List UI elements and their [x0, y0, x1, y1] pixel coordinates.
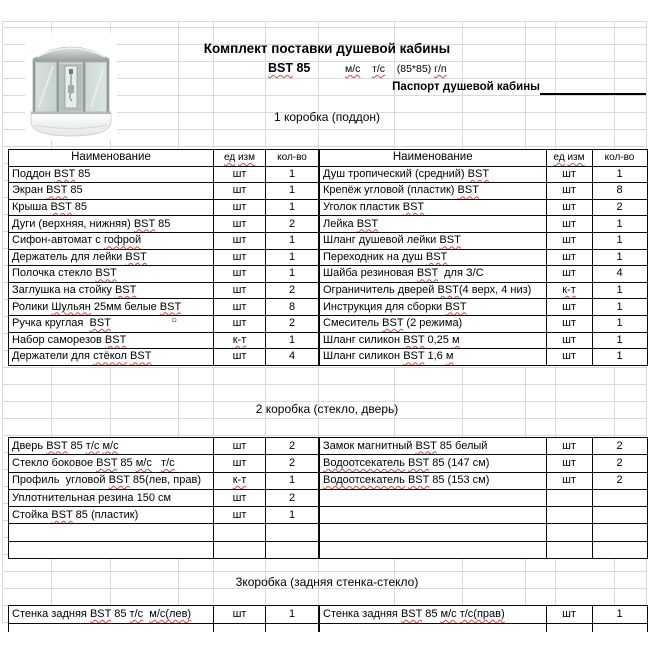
qty-cell[interactable]: 1: [592, 249, 647, 266]
qty-cell[interactable]: 1: [592, 315, 647, 332]
table-row: [9, 166, 319, 183]
table-header-row: [319, 150, 647, 167]
unit-cell[interactable]: к-т: [546, 282, 592, 299]
unit-cell[interactable]: шт: [214, 438, 266, 455]
qty-cell[interactable]: 8: [266, 299, 319, 316]
item-name-cell[interactable]: Заглушка на стойку BST: [9, 282, 214, 299]
unit-cell[interactable]: шт: [546, 199, 592, 216]
item-name-cell[interactable]: Сифон-автомат с гофрой: [9, 232, 214, 249]
column-header-unit[interactable]: ед изм: [546, 150, 592, 167]
table-row: [9, 332, 319, 349]
item-name-cell[interactable]: Экран BST 85: [9, 183, 214, 200]
empty-cell[interactable]: [214, 624, 266, 633]
empty-cell[interactable]: [266, 624, 319, 633]
unit-cell[interactable]: шт: [214, 282, 266, 299]
section-title-box3: 3коробка (задняя стенка-стекло): [235, 575, 419, 589]
item-name-cell[interactable]: Ручка круглая BST: [9, 315, 214, 332]
item-name-cell[interactable]: Водоотсекатель BST 85 (153 см): [319, 472, 546, 489]
table-row: [9, 315, 319, 332]
table-row: [9, 232, 319, 249]
empty-cell[interactable]: [546, 624, 592, 633]
item-name-cell[interactable]: Стенка задняя BST 85 т/с м/с(лев): [9, 606, 214, 624]
qty-cell[interactable]: 1: [266, 183, 319, 200]
table-row: [319, 216, 647, 233]
table-row: [9, 299, 319, 316]
unit-cell[interactable]: шт: [546, 438, 592, 455]
qty-cell[interactable]: 1: [266, 249, 319, 266]
section-title-box2: 2 коробка (стекло, дверь): [255, 402, 399, 416]
table-row: [319, 524, 647, 541]
item-name-cell[interactable]: [319, 507, 546, 524]
qty-cell[interactable]: 2: [266, 315, 319, 332]
item-name-cell[interactable]: [319, 541, 546, 558]
column-header-qty[interactable]: кол-во: [266, 150, 319, 167]
document-title: Комплект поставки душевой кабины: [203, 41, 451, 56]
table-row: [9, 216, 319, 233]
qty-cell[interactable]: 2: [592, 455, 647, 472]
qty-cell[interactable]: 2: [592, 438, 647, 455]
qty-cell[interactable]: 4: [592, 266, 647, 283]
item-name-cell[interactable]: Дуги (верхняя, нижняя) BST 85: [9, 216, 214, 233]
box3-table-clip: [0, 605, 650, 632]
table-row: [319, 606, 647, 624]
item-name-cell[interactable]: Держатель для лейки BST: [9, 249, 214, 266]
item-name-cell[interactable]: [9, 524, 214, 541]
unit-cell[interactable]: [546, 489, 592, 506]
table-row: [319, 624, 647, 633]
unit-cell[interactable]: шт: [546, 216, 592, 233]
qty-cell[interactable]: [266, 541, 319, 558]
item-name-cell[interactable]: Стекло боковое BST 85 м/с т/с: [9, 455, 214, 472]
box3-left-table: [8, 605, 319, 632]
unit-cell[interactable]: шт: [214, 183, 266, 200]
qty-cell[interactable]: 2: [266, 282, 319, 299]
table-row: [9, 249, 319, 266]
table-row: [319, 489, 647, 506]
qty-cell[interactable]: 1: [592, 299, 647, 316]
qty-cell[interactable]: 1: [266, 199, 319, 216]
unit-cell[interactable]: шт: [546, 183, 592, 200]
qty-cell[interactable]: 2: [266, 216, 319, 233]
qty-cell[interactable]: 1: [592, 332, 647, 349]
box1-left-table: [8, 149, 319, 366]
qty-cell[interactable]: 4: [266, 349, 319, 366]
table-row: [319, 349, 647, 366]
table-header-row: [9, 150, 319, 167]
qty-cell[interactable]: [592, 489, 647, 506]
table-row: [9, 266, 319, 283]
column-header-unit[interactable]: ед изм: [214, 150, 266, 167]
unit-cell[interactable]: шт: [546, 232, 592, 249]
column-header-qty[interactable]: кол-во: [592, 150, 647, 167]
qty-cell[interactable]: 1: [592, 216, 647, 233]
unit-cell[interactable]: [546, 524, 592, 541]
qty-cell[interactable]: 1: [592, 606, 647, 624]
qty-cell[interactable]: [592, 524, 647, 541]
table-row: [319, 199, 647, 216]
unit-cell[interactable]: шт: [214, 166, 266, 183]
model-spec: м/с т/с (85*85) г/п: [345, 63, 447, 75]
item-name-cell[interactable]: Ограничитель дверей BST(4 верх, 4 низ): [319, 282, 546, 299]
unit-cell[interactable]: шт: [546, 455, 592, 472]
unit-cell[interactable]: шт: [214, 606, 266, 624]
unit-cell[interactable]: шт: [546, 332, 592, 349]
table-row: [9, 438, 319, 455]
box2-left-table: [8, 437, 319, 559]
item-name-cell[interactable]: Шланг силикон BST 1,6 м: [319, 349, 546, 366]
item-name-cell[interactable]: Поддон BST 85: [9, 166, 214, 183]
item-name-cell[interactable]: [9, 541, 214, 558]
item-name-cell[interactable]: Шланг душевой лейки BST: [319, 232, 546, 249]
qty-cell[interactable]: 2: [266, 455, 319, 472]
table-row: [319, 266, 647, 283]
table-row: [319, 183, 647, 200]
unit-cell[interactable]: шт: [214, 455, 266, 472]
unit-cell[interactable]: шт: [214, 489, 266, 506]
empty-cell[interactable]: [319, 624, 546, 633]
table-row: [9, 472, 319, 489]
item-name-cell[interactable]: Уплотнительная резина 150 см: [9, 489, 214, 506]
item-name-cell[interactable]: Переходник на душ BST: [319, 249, 546, 266]
table-row: [319, 315, 647, 332]
section-title-box1: 1 коробка (поддон): [273, 110, 380, 124]
table-row: [9, 606, 319, 624]
item-name-cell[interactable]: Замок магнитный BST 85 белый: [319, 438, 546, 455]
item-name-cell[interactable]: Набор саморезов BST: [9, 332, 214, 349]
qty-cell[interactable]: 1: [266, 232, 319, 249]
table-row: [319, 455, 647, 472]
table-row: [9, 624, 319, 633]
model-line: [0, 61, 650, 79]
item-name-cell[interactable]: Инструкция для сборки BST: [319, 299, 546, 316]
unit-cell[interactable]: к-т: [214, 332, 266, 349]
passport-label: Паспорт душевой кабины: [392, 81, 540, 93]
item-name-cell[interactable]: Дверь BST 85 т/с м/с: [9, 438, 214, 455]
unit-cell[interactable]: шт: [214, 249, 266, 266]
qty-cell[interactable]: 8: [592, 183, 647, 200]
table-row: [319, 299, 647, 316]
table-row: [319, 232, 647, 249]
table-row: [319, 472, 647, 489]
qty-cell[interactable]: [592, 507, 647, 524]
unit-cell[interactable]: шт: [214, 232, 266, 249]
table-row: [319, 332, 647, 349]
box2-right-table: [318, 437, 648, 559]
item-name-cell[interactable]: Профиль угловой BST 85(лев, прав): [9, 472, 214, 489]
item-name-cell[interactable]: Ролики Шульян 25мм белые BST: [9, 299, 214, 316]
empty-cell[interactable]: [9, 624, 214, 633]
unit-cell[interactable]: [214, 524, 266, 541]
unit-cell[interactable]: шт: [546, 472, 592, 489]
unit-cell[interactable]: [546, 507, 592, 524]
unit-cell[interactable]: [214, 541, 266, 558]
model-number: BST 85: [268, 61, 311, 75]
table-row: [9, 455, 319, 472]
table-row: [9, 199, 319, 216]
qty-cell[interactable]: 1: [266, 472, 319, 489]
qty-cell[interactable]: 1: [592, 232, 647, 249]
item-name-cell[interactable]: Держатели для стёкол BST: [9, 349, 214, 366]
table-row: [319, 249, 647, 266]
qty-cell[interactable]: 1: [266, 166, 319, 183]
table-row: [9, 507, 319, 524]
item-name-cell[interactable]: Уголок пластик BST: [319, 199, 546, 216]
qty-cell[interactable]: 2: [266, 489, 319, 506]
qty-cell[interactable]: 2: [592, 472, 647, 489]
unit-cell[interactable]: шт: [214, 315, 266, 332]
table-row: [9, 524, 319, 541]
box3-right-table: [318, 605, 648, 632]
table-row: [319, 507, 647, 524]
item-name-cell[interactable]: Полочка стекло BST: [9, 266, 214, 283]
unit-cell[interactable]: шт: [546, 299, 592, 316]
qty-cell[interactable]: 2: [266, 438, 319, 455]
qty-cell[interactable]: 1: [266, 266, 319, 283]
item-name-cell[interactable]: [319, 524, 546, 541]
unit-cell[interactable]: шт: [546, 315, 592, 332]
item-name-cell[interactable]: Крыша BST 85: [9, 199, 214, 216]
unit-cell[interactable]: шт: [546, 349, 592, 366]
table-row: [9, 183, 319, 200]
qty-cell[interactable]: [592, 541, 647, 558]
qty-cell[interactable]: [266, 524, 319, 541]
column-header-name[interactable]: Наименование: [319, 150, 546, 167]
item-name-cell[interactable]: Стойка BST 85 (пластик): [9, 507, 214, 524]
box1-right-table: [318, 149, 648, 366]
unit-cell[interactable]: [546, 541, 592, 558]
unit-cell[interactable]: шт: [546, 166, 592, 183]
qty-cell[interactable]: 1: [592, 282, 647, 299]
qty-cell[interactable]: 1: [266, 332, 319, 349]
unit-cell[interactable]: шт: [214, 216, 266, 233]
column-header-name[interactable]: Наименование: [9, 150, 214, 167]
unit-cell[interactable]: шт: [214, 199, 266, 216]
unit-cell[interactable]: шт: [214, 507, 266, 524]
item-name-cell[interactable]: Шайба резиновая BST для З/С: [319, 266, 546, 283]
empty-cell[interactable]: [592, 624, 647, 633]
item-name-cell[interactable]: [319, 489, 546, 506]
unit-cell[interactable]: шт: [546, 606, 592, 624]
unit-cell[interactable]: шт: [214, 266, 266, 283]
unit-cell[interactable]: шт: [546, 266, 592, 283]
table-row: [319, 541, 647, 558]
qty-cell[interactable]: 1: [266, 606, 319, 624]
table-row: [9, 541, 319, 558]
qty-cell[interactable]: 1: [592, 349, 647, 366]
table-row: [9, 282, 319, 299]
item-name-cell[interactable]: Душ тропический (средний) BST: [319, 166, 546, 183]
table-row: [9, 349, 319, 366]
table-row: [319, 438, 647, 455]
item-name-cell[interactable]: Крепёж угловой (пластик) BST: [319, 183, 546, 200]
table-row: [319, 166, 647, 183]
unit-cell[interactable]: шт: [214, 299, 266, 316]
item-name-cell[interactable]: Смеситель BST (2 режима): [319, 315, 546, 332]
item-name-cell[interactable]: Шланг силикон BST 0,25 м: [319, 332, 546, 349]
unit-cell[interactable]: шт: [214, 349, 266, 366]
table-row: [319, 282, 647, 299]
table-row: [9, 489, 319, 506]
unit-cell[interactable]: к-т: [214, 472, 266, 489]
item-name-cell[interactable]: Лейка BST: [319, 216, 546, 233]
item-name-cell[interactable]: Стенка задняя BST 85 м/с т/с(прав): [319, 606, 546, 624]
unit-cell[interactable]: шт: [546, 249, 592, 266]
qty-cell[interactable]: 2: [592, 199, 647, 216]
qty-cell[interactable]: 1: [266, 507, 319, 524]
qty-cell[interactable]: 1: [592, 166, 647, 183]
passport-fill-line: [540, 93, 646, 95]
handle-circle-mark: ○: [171, 315, 178, 326]
item-name-cell[interactable]: Водоотсекатель BST 85 (147 см): [319, 455, 546, 472]
